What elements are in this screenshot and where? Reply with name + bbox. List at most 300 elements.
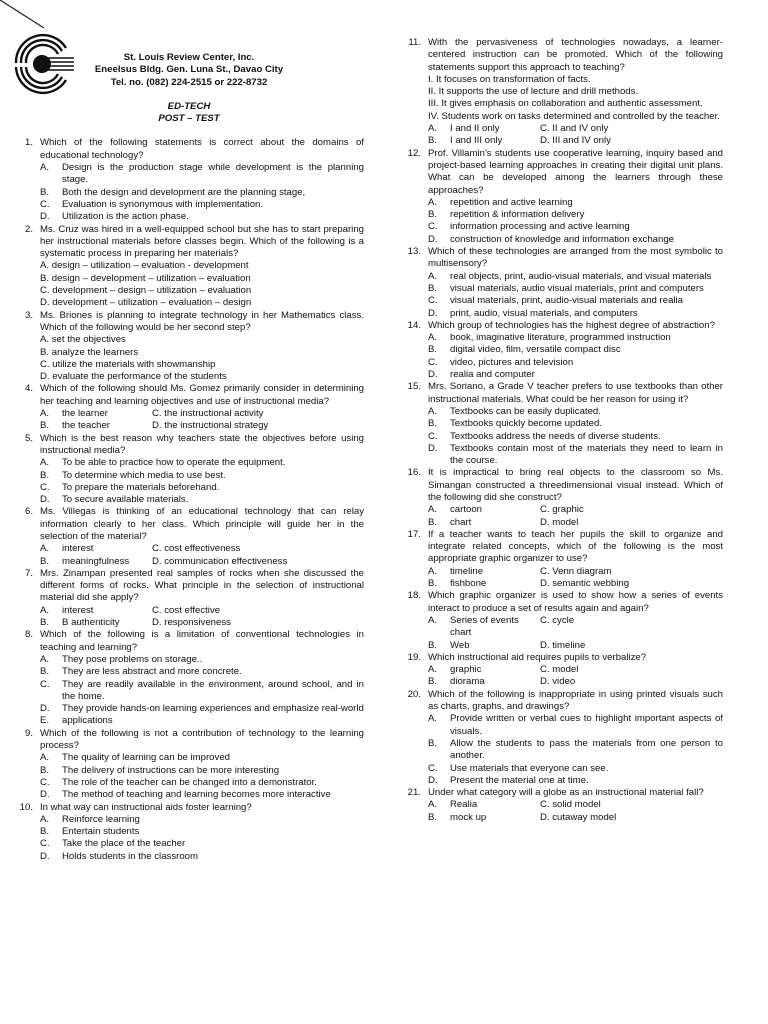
question-body xyxy=(40,568,364,629)
question-number: 2. xyxy=(24,223,33,235)
question-text: Ms. Briones is planning to integrate technology in her Mathematics class. Which of the following would be her second step? xyxy=(40,309,364,333)
question-text: Which of the following statements is correct about the domains of educational technology? xyxy=(40,137,364,161)
answer-option xyxy=(40,420,152,432)
answer-option xyxy=(428,566,540,578)
answer-option xyxy=(40,851,364,863)
option-text: Allow the students to pass the materials from one person to another. xyxy=(450,737,723,762)
question-text: Which instructional aid requires pupils to verbalize? xyxy=(428,651,647,663)
answer-option: D. the instructional strategy xyxy=(152,420,269,432)
answer-option xyxy=(40,199,364,211)
option-text: Web xyxy=(450,639,470,651)
answer-option xyxy=(428,332,723,344)
option-text: digital video, film, versatile compact disc xyxy=(450,344,621,356)
question-number: 14. xyxy=(407,319,421,331)
question-body xyxy=(428,148,723,246)
answer-option xyxy=(428,209,723,221)
question-number: 6. xyxy=(24,506,33,518)
option-text: The quality of learning can be improved xyxy=(62,752,230,764)
answer-option xyxy=(428,763,723,775)
question-body xyxy=(40,310,364,384)
option-letter: C. xyxy=(40,838,50,850)
question-number: 17. xyxy=(407,528,421,540)
answer-option xyxy=(40,789,364,801)
answer-option xyxy=(40,814,364,826)
question-text: Ms. Cruz was hired in a well-equipped school but she has to start preparing her instructional materials before classes begin. Which of the following is a systematic process in preparing her materials? xyxy=(40,223,364,260)
option-letter: B. xyxy=(428,811,438,823)
answer-option xyxy=(428,283,723,295)
answer-option-row xyxy=(428,799,723,811)
center-telephone: Tel. no. (082) 224-2515 or 222-8732 xyxy=(110,76,268,88)
answer-option xyxy=(40,470,364,482)
answer-option xyxy=(428,578,540,590)
answer-option: D. timeline xyxy=(540,639,586,651)
question-item xyxy=(402,148,723,246)
answer-option xyxy=(428,664,540,676)
option-text: repetition & information delivery xyxy=(450,209,585,221)
option-letter: B. xyxy=(428,578,438,590)
answer-option xyxy=(428,418,723,430)
question-item xyxy=(14,728,364,802)
option-letter: A. xyxy=(40,408,50,420)
option-letter: B. xyxy=(40,764,50,776)
answer-option: C. model xyxy=(540,664,579,676)
question-item xyxy=(402,652,723,689)
question-text: Which of the following is inappropriate in using printed visuals such as charts, graphs, and drawings? xyxy=(428,688,723,713)
question-item xyxy=(14,568,364,629)
answer-option xyxy=(428,271,723,283)
option-text: To determine which media to use best. xyxy=(62,469,226,481)
option-letter: C. xyxy=(40,678,50,690)
option-letter: B. xyxy=(40,420,50,432)
question-item xyxy=(14,629,364,727)
answer-option-row xyxy=(40,408,364,420)
option-letter: B. xyxy=(40,186,50,198)
answer-option: C. graphic xyxy=(540,504,584,516)
option-letter: A. xyxy=(40,457,50,469)
answer-option xyxy=(428,123,540,135)
option-text: Provide written or verbal cues to highlight important aspects of visuals. xyxy=(450,713,723,737)
question-text: If a teacher wants to teach her pupils the skill to organize and integrate related concepts, which of the following is the most appropriate graphic organizer to use? xyxy=(428,528,723,565)
option-letter: A. xyxy=(428,799,438,811)
question-item xyxy=(402,689,723,787)
test-title: POST – TEST xyxy=(158,113,220,125)
question-item xyxy=(402,529,723,590)
answer-option xyxy=(428,504,540,516)
option-text: interest xyxy=(62,604,94,616)
option-text: applications xyxy=(62,715,113,727)
question-body xyxy=(428,529,723,590)
question-item xyxy=(402,246,723,320)
statement-line: C. development – design – utilization – evaluation xyxy=(40,285,252,297)
answer-option xyxy=(428,369,723,381)
option-text: To prepare the materials beforehand. xyxy=(62,481,220,493)
answer-option xyxy=(428,775,723,787)
option-letter: C. xyxy=(428,221,438,233)
answer-option xyxy=(428,308,723,320)
answer-option xyxy=(40,666,364,678)
right-column xyxy=(402,0,723,824)
option-letter: A. xyxy=(428,332,438,344)
option-text: Present the material one at time. xyxy=(450,774,589,786)
center-name: St. Louis Review Center, Inc. xyxy=(123,52,255,63)
option-letter: D. xyxy=(428,233,438,245)
option-letter: B. xyxy=(428,418,438,430)
question-number: 7. xyxy=(24,567,33,579)
option-letter: C. xyxy=(428,762,438,774)
answer-option-row xyxy=(428,664,723,676)
question-item xyxy=(14,383,364,432)
question-number: 10. xyxy=(19,801,33,813)
question-text: It is impractical to bring real objects to the classroom so Ms. Simangan constructed a threedimensional visual instead. Which of the following did she construct? xyxy=(428,467,723,503)
answer-option xyxy=(40,211,364,223)
answer-option xyxy=(428,812,540,824)
option-text: mock up xyxy=(450,811,487,823)
question-item xyxy=(402,320,723,381)
answer-option xyxy=(428,517,540,529)
answer-option xyxy=(40,187,364,199)
question-number: 9. xyxy=(24,727,33,739)
question-text: Mrs. Soriano, a Grade V teacher prefers to use textbooks than other instructional materials. What could be her reason for using it? xyxy=(428,381,723,405)
answer-option xyxy=(428,676,540,688)
option-letter: A. xyxy=(428,123,438,135)
statement-line: D. development – utilization – evaluation – design xyxy=(40,297,252,309)
option-text: To be able to practice how to operate the equipment. xyxy=(62,457,286,469)
option-text: interest xyxy=(62,543,94,555)
option-letter: B. xyxy=(40,826,50,838)
answer-option xyxy=(428,357,723,369)
answer-option-row xyxy=(40,617,364,629)
question-body xyxy=(40,224,364,310)
answer-option: D. model xyxy=(540,516,579,528)
option-text: video, pictures and television xyxy=(450,356,574,368)
answer-option xyxy=(40,457,364,469)
option-text: Holds students in the classroom xyxy=(62,850,198,862)
question-text: Mrs. Zinampan presented real samples of rocks when she discussed the different forms of rocks. What principle in the selection of instructional material did she apply? xyxy=(40,567,364,604)
option-text: cartoon xyxy=(450,504,482,516)
question-item xyxy=(402,787,723,824)
option-text: the learner xyxy=(62,408,108,420)
option-text: Reinforce learning xyxy=(62,813,140,825)
answer-option xyxy=(428,615,540,640)
question-text: Which of the following should Ms. Gomez primarily consider in determining her teaching and learning objectives and use of instructional media? xyxy=(40,383,364,407)
option-letter: D. xyxy=(428,369,438,381)
answer-option xyxy=(40,654,364,666)
answer-option-row xyxy=(40,605,364,617)
question-body xyxy=(40,433,364,507)
option-letter: A. xyxy=(428,405,438,417)
question-body xyxy=(428,37,723,148)
option-letter: B. xyxy=(428,344,438,356)
option-text: To secure available materials. xyxy=(62,494,189,506)
answer-option xyxy=(40,482,364,494)
option-text: fishbone xyxy=(450,578,487,590)
answer-option xyxy=(40,679,364,704)
question-number: 12. xyxy=(407,147,421,159)
question-number: 11. xyxy=(408,37,421,48)
option-letter: A. xyxy=(428,664,438,676)
center-address: Eneelsus Bldg. Gen. Luna St., Davao City xyxy=(94,64,284,76)
question-item xyxy=(14,433,364,507)
statement-line: B. analyze the learners xyxy=(40,346,139,358)
answer-option-row xyxy=(428,504,723,516)
question-item xyxy=(14,802,364,863)
option-text: Utilization is the action phase. xyxy=(62,211,189,223)
statement-line: B. design – development – utilization – evaluation xyxy=(40,272,251,284)
question-item xyxy=(14,506,364,567)
option-letter: D. xyxy=(40,211,50,223)
answer-option xyxy=(40,838,364,850)
option-letter: B. xyxy=(428,282,438,294)
answer-option xyxy=(428,234,723,246)
option-letter: C. xyxy=(428,430,438,442)
subject-title: ED-TECH xyxy=(167,100,211,112)
option-letter: B. xyxy=(428,516,438,528)
answer-option xyxy=(40,556,152,568)
option-text: B authenticity xyxy=(62,617,120,629)
question-body xyxy=(40,506,364,567)
question-body xyxy=(40,629,364,727)
option-text: The delivery of instructions can be more interesting xyxy=(62,764,280,776)
option-text: print, audio, visual materials, and computers xyxy=(450,307,638,319)
question-body xyxy=(428,652,723,689)
question-text: Which is the best reason why teachers state the objectives before using instructional media? xyxy=(40,432,364,456)
option-letter: E. xyxy=(40,715,50,727)
option-letter: D. xyxy=(428,774,438,786)
answer-option: D. video xyxy=(540,676,576,688)
option-letter: C. xyxy=(40,198,50,210)
option-letter: D. xyxy=(40,850,50,862)
answer-option: C. solid model xyxy=(540,799,601,811)
statement-line: C. utilize the materials with showmanship xyxy=(40,358,216,370)
question-body xyxy=(428,381,723,467)
option-letter: B. xyxy=(428,676,438,688)
statement-line: A. design – utilization – evaluation - development xyxy=(40,260,249,272)
answer-option: C. cost effective xyxy=(152,604,221,616)
left-column xyxy=(14,0,364,863)
answer-option-row xyxy=(40,420,364,432)
question-number: 16. xyxy=(407,467,421,479)
option-letter: C. xyxy=(428,295,438,307)
answer-option: D. III and IV only xyxy=(540,135,611,147)
answer-option xyxy=(40,605,152,617)
option-text: Textbooks contain most of the materials they need to learn in the course. xyxy=(450,442,723,467)
option-letter: B. xyxy=(40,469,50,481)
question-number: 1. xyxy=(24,137,33,149)
answer-option xyxy=(40,703,364,715)
question-body xyxy=(428,246,723,320)
option-letter: A. xyxy=(40,162,50,174)
answer-option xyxy=(40,765,364,777)
option-text: Series of events chart xyxy=(450,614,519,639)
answer-option xyxy=(428,443,723,468)
option-text: visual materials, audio visual materials, print and computers xyxy=(450,282,704,294)
answer-option: C. cycle xyxy=(540,614,575,626)
option-text: timeline xyxy=(450,565,484,577)
question-body xyxy=(40,137,364,223)
question-body xyxy=(428,320,723,381)
option-text: diorama xyxy=(450,676,485,688)
option-text: chart xyxy=(450,516,472,528)
option-letter: A. xyxy=(40,752,50,764)
option-text: construction of knowledge and information exchange xyxy=(450,233,674,245)
option-text: Textbooks quickly become updated. xyxy=(450,418,602,430)
option-text: the teacher xyxy=(62,420,111,432)
option-text: They pose problems on storage.. xyxy=(62,653,203,665)
option-letter: B. xyxy=(40,555,50,567)
question-text: With the pervasiveness of technologies nowadays, a learner-centered instruction can be promoted. Which of the following statements support this approach to teaching? xyxy=(428,37,723,73)
answer-option xyxy=(428,738,723,763)
option-letter: A. xyxy=(40,653,50,665)
option-text: I and III only xyxy=(450,135,503,147)
option-letter: C. xyxy=(40,481,50,493)
answer-option: D. communication effectiveness xyxy=(152,555,288,567)
question-text: Which of these technologies are arranged from the most symbolic to multisensory? xyxy=(428,246,723,270)
answer-option: C. cost effectiveness xyxy=(152,543,241,555)
option-text: repetition and active learning xyxy=(450,196,573,208)
answer-option: D. semantic webbing xyxy=(540,578,630,590)
question-number: 19. xyxy=(407,651,421,663)
statement-line: D. evaluate the performance of the students xyxy=(40,371,227,383)
statement-line: IV. Students work on tasks determined and controlled by the teacher. xyxy=(428,110,720,122)
option-text: information processing and active learning xyxy=(450,221,630,233)
answer-option: C. II and IV only xyxy=(540,123,609,135)
answer-option xyxy=(40,777,364,789)
option-letter: A. xyxy=(428,196,438,208)
answer-option: C. Venn diagram xyxy=(540,565,612,577)
statement-line: III. It gives emphasis on collaboration and authentic assessment. xyxy=(428,98,703,110)
option-text: The role of the teacher can be changed into a demonstrator. xyxy=(62,776,317,788)
question-body xyxy=(428,467,723,528)
option-letter: A. xyxy=(40,604,50,616)
answer-option-row xyxy=(40,556,364,568)
option-letter: D. xyxy=(40,703,50,715)
answer-option: D. responsiveness xyxy=(152,617,231,629)
question-number: 8. xyxy=(24,629,33,641)
answer-option xyxy=(428,799,540,811)
option-text: Textbooks can be easily duplicated. xyxy=(450,405,601,417)
question-list xyxy=(14,137,364,863)
answer-option xyxy=(428,221,723,233)
option-text: Design is the production stage while development is the planning stage. xyxy=(62,162,364,186)
answer-option-row xyxy=(428,615,723,640)
statement-line: I. It focuses on transformation of facts. xyxy=(428,73,591,85)
option-letter: A. xyxy=(428,713,438,725)
answer-option xyxy=(428,431,723,443)
option-letter: A. xyxy=(428,614,438,626)
option-text: They are less abstract and more concrete. xyxy=(62,666,242,678)
answer-option xyxy=(428,295,723,307)
option-letter: A. xyxy=(428,270,438,282)
answer-option xyxy=(428,135,540,147)
answer-option-row xyxy=(40,543,364,555)
question-text: Under what category will a globe as an instructional material fall? xyxy=(428,787,704,799)
option-text: They provide hands-on learning experiences and emphasize real-world xyxy=(62,703,364,715)
question-number: 3. xyxy=(24,309,33,321)
option-letter: A. xyxy=(40,813,50,825)
option-text: real objects, print, audio-visual materials, and visual materials xyxy=(450,270,712,282)
question-item xyxy=(14,137,364,223)
answer-option xyxy=(40,543,152,555)
answer-option xyxy=(428,640,540,652)
option-text: meaningfulness xyxy=(62,555,130,567)
question-item xyxy=(14,224,364,310)
question-item xyxy=(402,590,723,651)
option-text: visual materials, print, audio-visual materials and realia xyxy=(450,295,684,307)
question-body xyxy=(40,802,364,863)
answer-option-row xyxy=(428,578,723,590)
statement-line: II. It supports the use of lecture and drill methods. xyxy=(428,86,639,98)
answer-option xyxy=(428,406,723,418)
answer-option xyxy=(428,197,723,209)
option-text: realia and computer xyxy=(450,369,535,381)
option-text: book, imaginative literature, programmed instruction xyxy=(450,332,671,344)
option-text: They are readily available in the environment, around school, and in the home. xyxy=(62,678,364,702)
option-letter: B. xyxy=(428,639,438,651)
question-text: Which of the following is not a contribution of technology to the learning process? xyxy=(40,727,364,752)
question-body xyxy=(40,383,364,432)
answer-option xyxy=(40,617,152,629)
answer-option-row xyxy=(428,123,723,135)
option-letter: B. xyxy=(40,666,50,678)
question-number: 15. xyxy=(407,381,421,393)
question-body xyxy=(40,728,364,802)
question-text: Prof. Villamin's students use cooperative learning, inquiry based and project-based learning approaches in creating their digital unit plans. What can be developed among the learners through these approaches? xyxy=(428,147,723,196)
question-item xyxy=(14,310,364,384)
option-letter: C. xyxy=(428,356,438,368)
option-text: graphic xyxy=(450,664,482,676)
answer-option xyxy=(428,713,723,738)
question-item xyxy=(402,467,723,528)
question-list xyxy=(402,37,723,824)
option-text: I and II only xyxy=(450,123,500,135)
option-letter: D. xyxy=(428,307,438,319)
question-text: In what way can instructional aids foster learning? xyxy=(40,801,252,813)
statement-line: A. set the objectives xyxy=(40,334,126,346)
answer-option: C. the instructional activity xyxy=(152,408,264,420)
answer-option xyxy=(40,162,364,187)
option-letter: B. xyxy=(428,209,438,221)
option-letter: D. xyxy=(428,442,438,454)
option-text: Use materials that everyone can see. xyxy=(450,762,609,774)
option-text: Evaluation is synonymous with implementation. xyxy=(62,198,264,210)
question-number: 4. xyxy=(24,383,33,395)
answer-option xyxy=(40,494,364,506)
question-text: Which graphic organizer is used to show how a series of events interact to produce a set of results again and again? xyxy=(428,590,723,614)
question-item xyxy=(402,381,723,467)
option-letter: B. xyxy=(428,737,438,749)
option-letter: A. xyxy=(428,504,438,516)
question-item xyxy=(402,37,723,148)
question-body xyxy=(428,689,723,787)
option-letter: A. xyxy=(428,565,438,577)
answer-option-row xyxy=(428,517,723,529)
option-text: Textbooks address the needs of diverse students. xyxy=(450,430,661,442)
option-text: Realia xyxy=(450,799,478,811)
question-body xyxy=(428,590,723,651)
option-letter: D. xyxy=(40,789,50,801)
answer-option-row xyxy=(428,640,723,652)
option-text: Both the design and development are the planning stage, xyxy=(62,186,306,198)
question-text: Which of the following is a limitation of conventional technologies in teaching and learning? xyxy=(40,629,364,653)
answer-option xyxy=(40,715,364,727)
option-letter: D. xyxy=(40,494,50,506)
option-text: Entertain students xyxy=(62,826,140,838)
answer-option xyxy=(428,344,723,356)
question-number: 21. xyxy=(407,787,421,799)
question-number: 18. xyxy=(407,590,421,602)
option-letter: B. xyxy=(40,617,50,629)
option-letter: B. xyxy=(428,135,438,147)
